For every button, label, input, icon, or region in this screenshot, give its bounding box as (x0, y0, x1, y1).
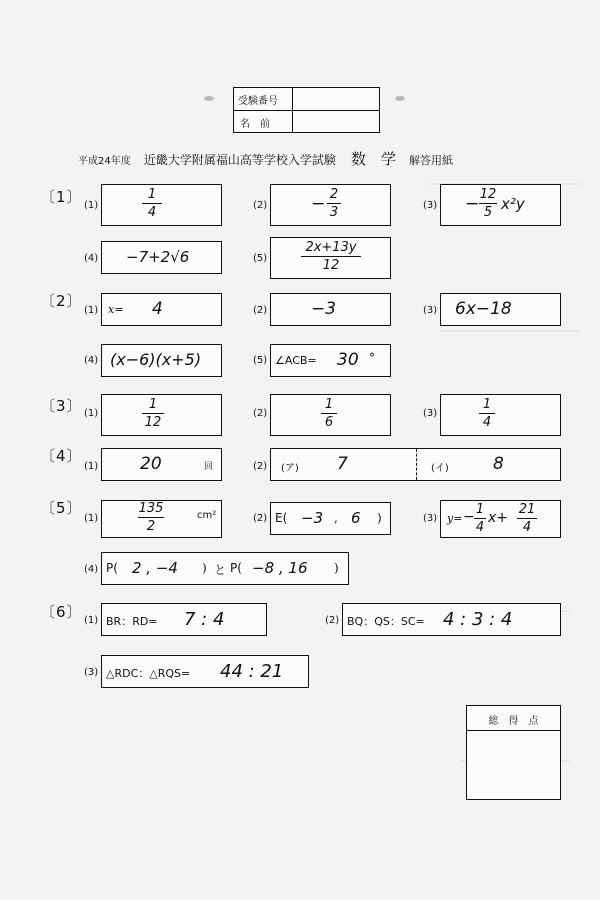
answer-text: E( (275, 511, 288, 525)
answer-3-2 (270, 394, 391, 436)
section-2-label: 〔2〕 (40, 292, 83, 310)
q-number: (1) (84, 513, 99, 524)
answer-text: 12 (479, 187, 497, 202)
answer-text: △RDC：△RQS= (106, 667, 191, 680)
answer-text: 4 (147, 205, 157, 220)
answer-2-4 (101, 344, 222, 377)
answer-text: 7 : 4 (184, 609, 225, 630)
q-number: (1) (84, 408, 99, 419)
answer-text: 2x+13y (305, 240, 357, 255)
answer-text: 135 (138, 501, 164, 516)
q-number: (2) (253, 200, 268, 211)
answer-text: 回 (204, 462, 214, 472)
answer-4-1 (101, 448, 222, 481)
section-5-label: 〔5〕 (40, 499, 83, 517)
title-school: 近畿大学附属福山高等学校入学試験 (143, 153, 336, 167)
answer-text: 6x−18 (455, 299, 512, 319)
answer-text: − (463, 509, 475, 525)
answer-text: BR：RD= (106, 615, 158, 628)
answer-1-5 (270, 237, 391, 279)
q-number: (2) (253, 305, 268, 316)
q-number: (3) (423, 513, 438, 524)
answer-text: 6 (324, 415, 334, 430)
answer-text: ° (369, 351, 375, 365)
answer-text: ∠ACB= (275, 354, 317, 367)
answer-text: ) (334, 561, 339, 575)
q-number: (2) (253, 513, 268, 524)
q-number: (1) (84, 615, 99, 626)
answer-text: 1 (482, 397, 492, 412)
section-6-label: 〔6〕 (40, 603, 83, 621)
q-number: (1) (84, 305, 99, 316)
id-box (233, 87, 380, 133)
answer-text: (x−6)(x+5) (110, 350, 202, 369)
answer-text: 2 (146, 519, 156, 534)
answer-text: 4 (522, 520, 532, 535)
title-sheet: 解答用紙 (409, 154, 454, 167)
q-number: (1) (84, 200, 99, 211)
section-3-label: 〔3〕 (40, 397, 83, 415)
answer-text: 4 (482, 415, 492, 430)
answer-text: 3 (329, 205, 339, 220)
answer-text: 4 (475, 520, 485, 535)
answer-text: 5 (483, 205, 493, 220)
answer-6-2 (342, 603, 561, 636)
total-score-label: 総 得 点 (488, 716, 539, 727)
answer-3-3 (440, 394, 561, 436)
answer-text: (ア) (281, 463, 299, 474)
answer-5-3 (440, 500, 561, 538)
answer-1-1 (101, 184, 222, 226)
answer-text: x²y (501, 195, 525, 213)
answer-text: − (311, 194, 326, 214)
title-subject: 数 学 (350, 150, 396, 168)
answer-6-3 (101, 655, 309, 688)
answer-5-4 (101, 552, 349, 585)
name-label: 名 前 (240, 119, 270, 130)
answer-4-2 (270, 448, 561, 481)
answer-text: x= (108, 303, 124, 316)
q-number: (3) (423, 408, 438, 419)
answer-text: 8 (493, 454, 504, 474)
answer-text: 12 (322, 258, 340, 273)
answer-text: −3 (301, 509, 324, 527)
answer-text: 44 : 21 (220, 661, 284, 682)
answer-text: ) (202, 561, 207, 575)
q-number: (1) (84, 461, 99, 472)
answer-text: 4 : 3 : 4 (443, 609, 513, 630)
q-number: (3) (423, 200, 438, 211)
answer-text: 20 (140, 454, 162, 474)
answer-text: 1 (148, 397, 158, 412)
punch-hole-left (204, 96, 214, 101)
answer-text: 2 (329, 187, 339, 202)
answer-2-5 (270, 344, 391, 377)
answer-text: P( (106, 561, 118, 575)
answer-text: 1 (147, 187, 157, 202)
answer-text: 6 (351, 509, 361, 527)
section-4-label: 〔4〕 (40, 447, 83, 465)
q-number: (4) (84, 564, 99, 575)
answer-2-2 (270, 293, 391, 326)
answer-5-1 (101, 500, 222, 538)
q-number: (2) (253, 408, 268, 419)
answer-1-3 (440, 184, 561, 226)
answer-5-2 (270, 502, 391, 535)
q-number: (5) (253, 253, 268, 264)
answer-2-3 (440, 293, 561, 326)
answer-text: (イ) (431, 463, 449, 474)
answer-text: 2 , −4 (132, 559, 178, 577)
q-number: (3) (423, 305, 438, 316)
answer-text: P( (230, 561, 242, 575)
q-number: (3) (84, 667, 99, 678)
exam-number-label: 受験番号 (238, 96, 278, 107)
answer-text: 1 (324, 397, 334, 412)
answer-text: と (214, 563, 227, 577)
answer-text: 7 (337, 454, 348, 474)
q-number: (5) (253, 355, 268, 366)
answer-text: 4 (152, 299, 163, 319)
answer-text: BQ：QS：SC= (347, 615, 425, 628)
answer-1-2 (270, 184, 391, 226)
answer-text: y= (447, 512, 463, 525)
section-1-label: 〔1〕 (40, 188, 83, 206)
q-number: (4) (84, 355, 99, 366)
page-title (78, 148, 453, 169)
punch-hole-right (395, 96, 405, 101)
title-year: 平成24年度 (78, 156, 131, 167)
total-score-box (466, 705, 561, 800)
q-number: (4) (84, 253, 99, 264)
answer-3-1 (101, 394, 222, 436)
answer-text: , (334, 511, 338, 525)
answer-6-1 (101, 603, 267, 636)
answer-text: 21 (518, 502, 536, 517)
answer-text: − (465, 194, 480, 214)
answer-text: x+ (488, 510, 509, 526)
answer-text: 30 (337, 350, 359, 370)
answer-text: 12 (144, 415, 162, 430)
answer-text: −3 (311, 299, 337, 319)
answer-1-4 (101, 241, 222, 274)
answer-2-1 (101, 293, 222, 326)
q-number: (2) (325, 615, 340, 626)
answer-text: −8 , 16 (252, 559, 308, 577)
answer-text: cm² (197, 510, 217, 521)
answer-text: −7+2√6 (126, 248, 190, 266)
answer-text: 1 (475, 502, 485, 517)
answer-text: ) (377, 511, 382, 525)
q-number: (2) (253, 461, 268, 472)
